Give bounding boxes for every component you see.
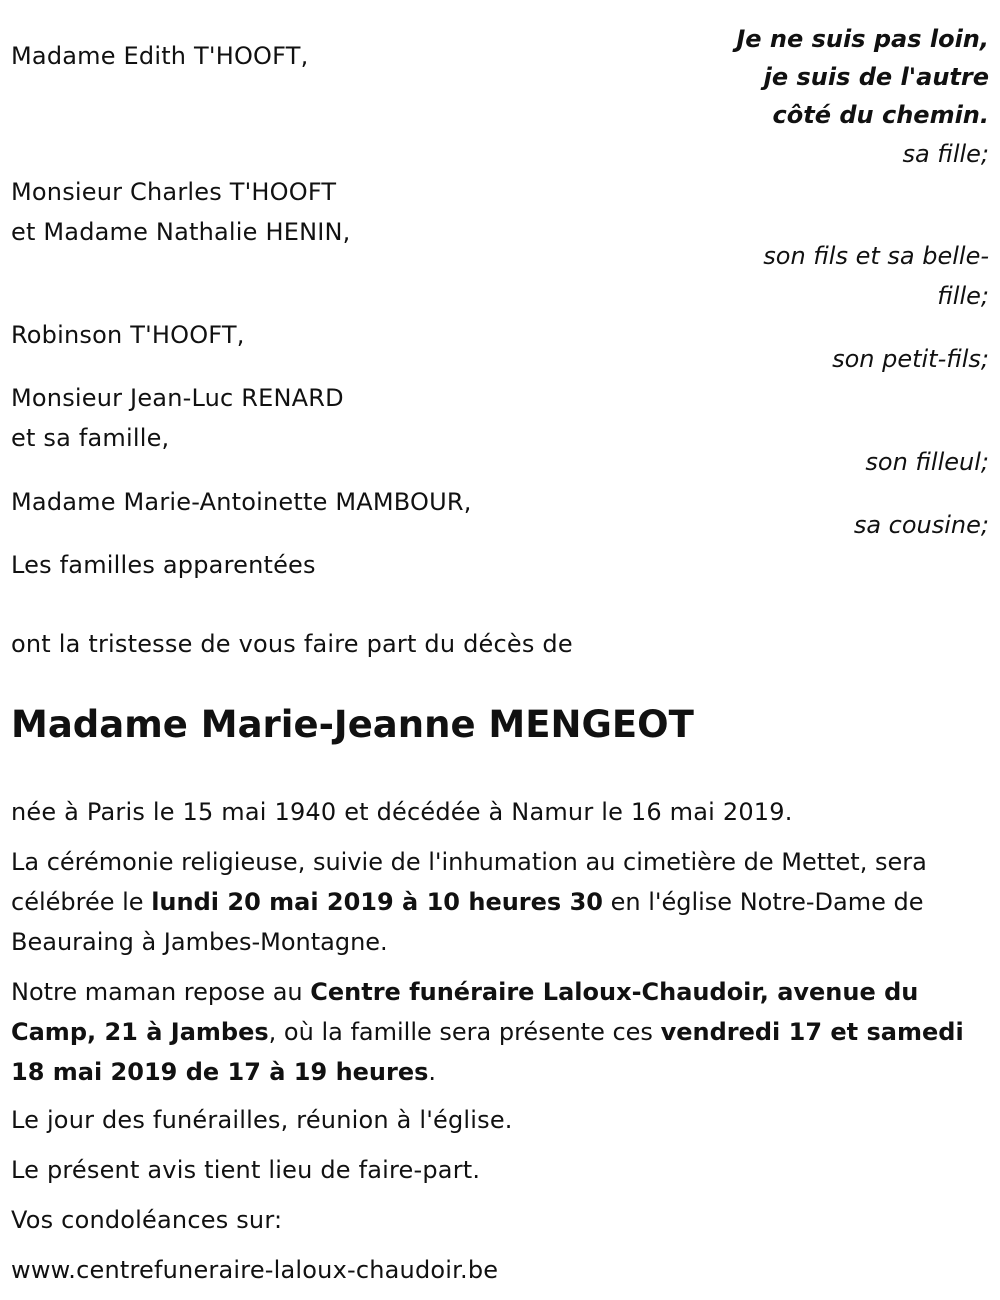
quote-line-2: je suis de l'autre (763, 63, 989, 91)
family-member-edith: Madame Edith T'HOOFT, (11, 42, 309, 70)
relation-charles-line2: fille; (937, 282, 989, 310)
relation-robinson: son petit-fils; (832, 345, 989, 373)
family-member-jeanluc-line2: et sa famille, (11, 424, 170, 452)
condolences-label: Vos condoléances sur: (11, 1206, 283, 1234)
quote-line-1: Je ne suis pas loin, (736, 25, 989, 53)
ceremony-date: lundi 20 mai 2019 à 10 heures 30 (151, 888, 603, 916)
announcement-text: ont la tristesse de vous faire part du décès de (11, 630, 573, 658)
ceremony-text-c: en l'église Notre-Dame de Beauraing à Jambes-Montagne. (11, 888, 924, 956)
relation-marie-antoinette: sa cousine; (853, 511, 989, 539)
repose-location: Centre funéraire Laloux-Chaudoir, avenue du Camp, 21 à Jambes (11, 978, 919, 1046)
ceremony-text-a: La cérémonie religieuse, suivie de l'inhumation au cimetière de Mettet, sera célébrée le (11, 848, 927, 916)
related-families: Les familles apparentées (11, 551, 316, 579)
relation-edith: sa fille; (902, 140, 989, 168)
visitation-dates: vendredi 17 et samedi 18 mai 2019 de 17 à 19 heures (11, 1018, 964, 1086)
ceremony-paragraph (11, 842, 989, 962)
family-member-charles-line1: Monsieur Charles T'HOOFT (11, 178, 337, 206)
repose-text-a: Notre maman repose au (11, 978, 311, 1006)
condolences-website-link[interactable]: www.centrefuneraire-laloux-chaudoir.be (11, 1256, 499, 1284)
family-member-jeanluc-line1: Monsieur Jean-Luc RENARD (11, 384, 344, 412)
reunion-info: Le jour des funérailles, réunion à l'église. (11, 1106, 513, 1134)
family-member-robinson: Robinson T'HOOFT, (11, 321, 245, 349)
repose-paragraph (11, 972, 989, 1092)
deceased-name: Madame Marie-Jeanne MENGEOT (11, 703, 694, 746)
notice-info: Le présent avis tient lieu de faire-part. (11, 1156, 481, 1184)
repose-text-c: , où la famille sera présente ces (268, 1018, 661, 1046)
repose-text-e: . (428, 1058, 437, 1086)
relation-charles-line1: son fils et sa belle- (763, 242, 989, 270)
family-member-charles-line2: et Madame Nathalie HENIN, (11, 218, 351, 246)
birth-death-info: née à Paris le 15 mai 1940 et décédée à Namur le 16 mai 2019. (11, 798, 793, 826)
epitaph-quote (736, 20, 989, 134)
family-member-marie-antoinette: Madame Marie-Antoinette MAMBOUR, (11, 488, 472, 516)
relation-jeanluc: son filleul; (865, 448, 989, 476)
quote-line-3: côté du chemin. (772, 101, 989, 129)
